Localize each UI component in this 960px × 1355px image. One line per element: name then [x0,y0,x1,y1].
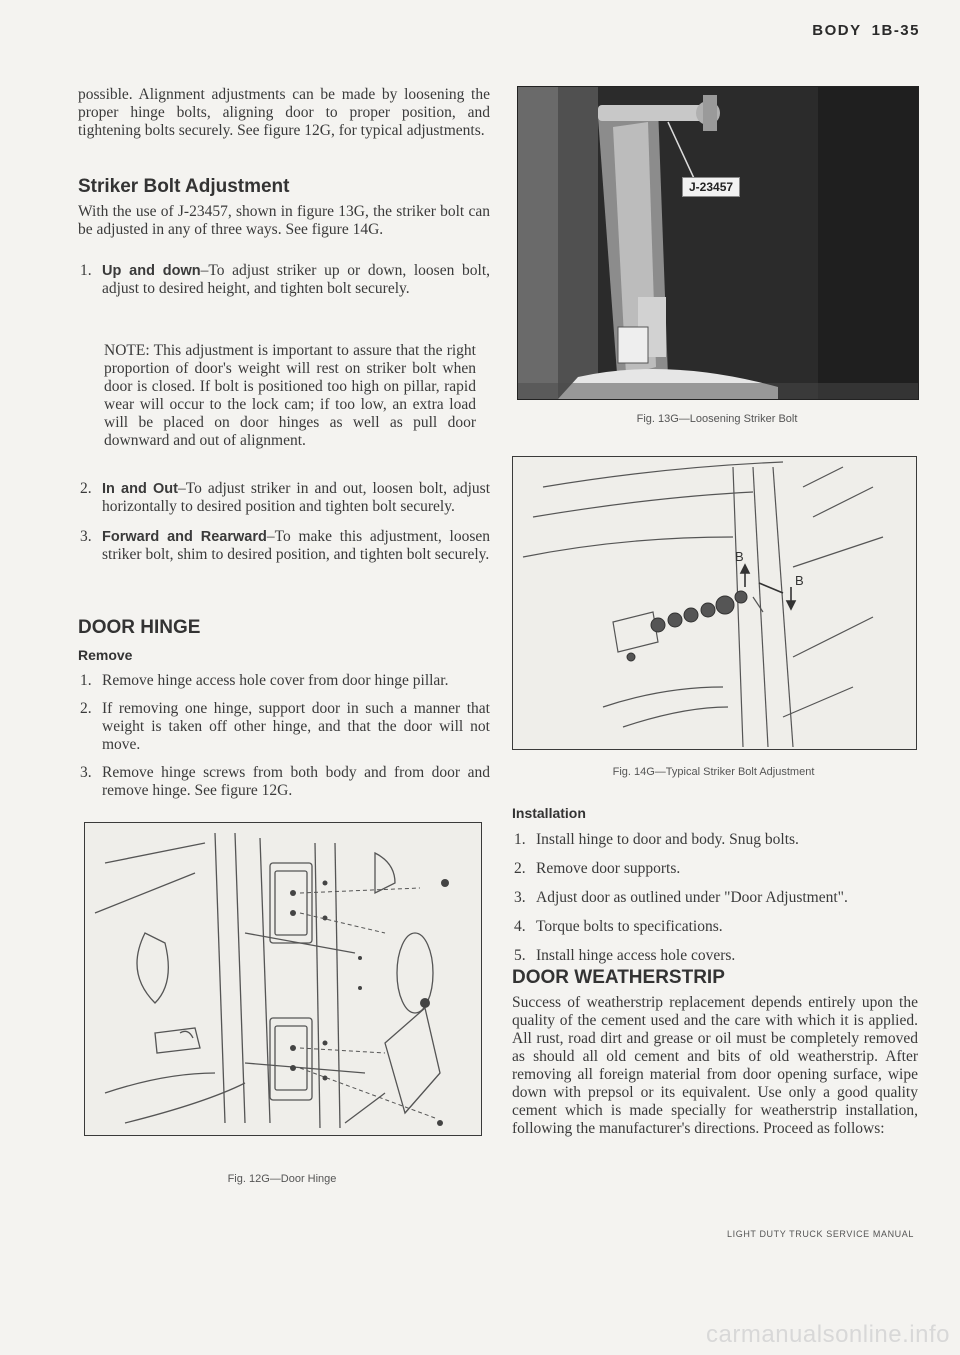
striker-steps-1 [78,262,490,298]
fig14-caption: Fig. 14G—Typical Striker Bolt Adjustment [612,766,815,778]
installation-step-3: 3. Adjust door as outlined under "Door Adjustment". [514,889,848,906]
installation-step-2: 2. Remove door supports. [514,860,681,877]
site-watermark: carmanualsonline.info [706,1321,950,1348]
weatherstrip-heading: DOOR WEATHERSTRIP [512,967,725,988]
section-title: BODY [812,22,862,39]
striker-note: NOTE: This adjustment is important to assure that the right proportion of door's weight will rest on striker bolt when door is closed. If bolt is positioned too high on pillar, rapid wear will occur to the lock cam; if too low, an extra load will be placed on door hinges as well as pull door downward and out of alignment. [104,341,476,449]
intro-paragraph: possible. Alignment adjustments can be made by loosening the proper hinge bolts, aligning door to proper position, and tightening bolts securely. See figure 12G, for typical adjustments. [78,86,490,139]
installation-heading: Installation [512,805,586,821]
remove-step-2: 2. If removing one hinge, support door in such a manner that weight is taken off other hinge, and that the door will not move. [80,700,490,753]
striker-step-2: 2. In and Out–To adjust striker in and out, loosen bolt, adjust horizontally to desired position and tighten bolt securely. [80,480,491,515]
page-header [812,22,920,39]
striker-step-1: 1. Up and down–To adjust striker up or down, loosen bolt, adjust to desired height, and tighten bolt securely. [80,262,490,297]
installation-step-4: 4. Torque bolts to specifications. [514,918,723,935]
tool-label-j23457: J-23457 [682,177,740,197]
striker-steps-2 [78,480,490,564]
fig13-caption: Fig. 13G—Loosening Striker Bolt [636,413,798,425]
striker-heading: Striker Bolt Adjustment [78,176,290,197]
remove-steps [78,672,490,800]
page-number: 1B-35 [871,22,920,39]
adjust-label-b-2: B [795,573,804,588]
remove-step-3: 3. Remove hinge screws from both body and from door and remove hinge. See figure 12G. [80,764,490,799]
adjust-label-b-1: B [735,549,744,564]
fig12-caption: Fig. 12G—Door Hinge [227,1173,337,1185]
installation-step-1: 1. Install hinge to door and body. Snug bolts. [514,831,799,848]
remove-heading: Remove [78,647,133,663]
manual-footer: LIGHT DUTY TRUCK SERVICE MANUAL [727,1229,914,1239]
figure-12g-door-hinge [84,822,482,1136]
striker-intro: With the use of J-23457, shown in figure 13G, the striker bolt can be adjusted in any of three ways. See figure 14G. [78,203,490,238]
striker-bolt-illustration [513,457,916,749]
door-hinge-heading: DOOR HINGE [78,617,201,638]
figure-13g-photo [517,86,919,400]
figure-14g-striker-adjustment [512,456,917,750]
door-hinge-illustration [85,823,481,1135]
weatherstrip-paragraph: Success of weatherstrip replacement depends entirely upon the quality of the cement used and the care with which it is applied. All rust, road dirt and grease or oil must be completely removed as should all old cement and bits of old weatherstrip. After removing all foreign material from door opening surface, wipe down with prepsol or its equivalent. Use only a good quality cement which is made specially for weatherstrip installation, following the manufacturer's directions. Proceed as follows: [512,994,918,1137]
striker-bolt-photo [518,87,918,399]
remove-step-1: 1. Remove hinge access hole cover from door hinge pillar. [80,672,449,689]
installation-step-5: 5. Install hinge access hole covers. [514,947,736,964]
striker-step-3: 3. Forward and Rearward–To make this adjustment, loosen striker bolt, shim to desired position, and tighten bolt securely. [80,528,490,563]
installation-steps [512,831,918,965]
